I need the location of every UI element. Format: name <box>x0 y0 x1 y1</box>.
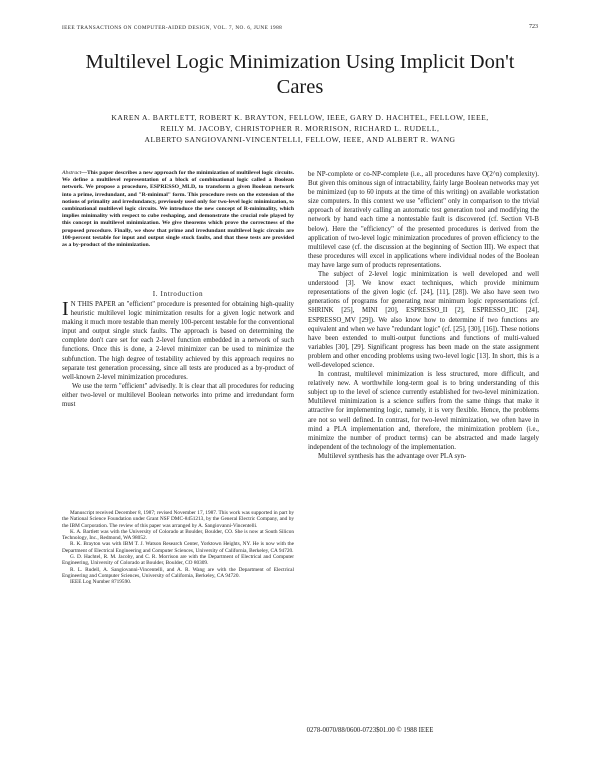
introduction <box>62 300 294 409</box>
footnotes <box>62 510 294 586</box>
page-number: 723 <box>529 24 538 30</box>
right-paragraph-1: be NP-complete or co-NP-complete (i.e., all procedures have O(2^n) complexity). But given this ominous sign of intractability, fairly large Boolean networks may yet be minimized (up to 60 inputs at the time of this writing) on available workstation size computers. In this context we use "efficient" only in comparison to the trivial approach of iteratively calling an automatic test generation tool and modifying the network by hand each time a nontestable fault is discovered (cf. Section VI-B below). Here the "efficiency" of the presented procedures is derived from the application of two-level logic minimization procedures of proven efficiency to the multilevel case (cf. the discussion at the beginning of Section III). We expect that these procedures will excel in applications where individual nodes of the Boolean may have large sum of products representations. <box>308 171 539 269</box>
author-line-2: REILY M. JACOBY, CHRISTOPHER R. MORRISON, RICHARD L. RUDELL, <box>160 124 440 133</box>
right-paragraph-2: The subject of 2-level logic minimization is well developed and well understood [3]. We know exact techniques, which provide minimum representations of the given logic (cf. [24], [11], [28]). We also have seen two generations of programs for generating near minimum logic representations (cf. SHRINK [25], MINI [20], ESPRESSO_II [2], ESPRESSO_IIC [24], ESPRESSO_MV [29]). We also know how to determine if two functions are equivalent and when we have "redundant logic" (cf. [25], [30], [16]). These notions have been extended to multi-output functions and functions of multi-valued variables [30], [29]. Significant progress has been made on the state assignment problem and other encoding problems using two-level logic [13]. In short, this is a well-developed science. <box>308 271 539 369</box>
footnote-manuscript: Manuscript received December 8, 1987; revised November 17, 1987. This work was supported in part by the National Science Foundation under Grant NSF DMC-8451213, by the General Electric Company, and by the IBM Corporation. The review of this paper was arranged by A. Sangiovanni-Vincentelli. <box>62 510 294 529</box>
abstract <box>62 170 294 249</box>
abstract-label: Abstract <box>62 170 82 176</box>
footnote-affiliation-3: G. D. Hachtel, R. M. Jacoby, and C. R. Morrison are with the Department of Electrical and Computer Engineering, University of Colorado at Boulder, Boulder, CO 80309. <box>62 554 294 567</box>
running-head: IEEE TRANSACTIONS ON COMPUTER-AIDED DESIGN, VOL. 7, NO. 6, JUNE 1988 <box>62 25 283 31</box>
drop-cap: I <box>62 298 69 320</box>
intro-paragraph-1: I N THIS PAPER an "efficient" procedure is presented for obtaining high-quality heuristic multilevel logic minimization results for a given logic network and making it much more testable than merely 100-percent testable for the conventional input and output single stuck faults. The approach is based on determining the complete don't care set for each 2-level function embedded in a network of such functions. Once this is done, a 2-level minimizer can be used to minimize the subfunction. The high degree of testability achieved by this approach requires no separate test generation processing, since all tests are produced as a by-product of well-known 2-level minimization procedures. <box>62 298 294 381</box>
footnote-log-number: IEEE Log Number 8719590. <box>70 579 132 586</box>
author-line-3: ALBERTO SANGIOVANNI-VINCENTELLI, FELLOW, IEEE, AND ALBERT R. WANG <box>144 135 456 144</box>
right-column <box>308 170 539 461</box>
author-list <box>70 112 530 145</box>
abstract-text: —This paper describes a new approach for the minimization of multilevel logic circuits. We define a multilevel representation of a block of combinational logic called a Boolean network. We propose a procedure, ESPRESSO_MLD, to transform a given Boolean network into a prime, irredundant, and "R-minimal" form. This procedure rests on the extension of the notions of primality and irredundancy, previously used only for two-level logic minimization, to combinational multilevel logic circuits. We introduce the new concept of R-minimality, which implies minimality with respect to cube reshaping, and demonstrate the crucial role played by this concept in multilevel minimization. We give theorems which prove the correctness of the proposed procedure. Finally, we show that prime and irredundant multilevel logic circuits are 100-percent testable for input and output single stuck faults, and that these tests are provided as a by-product of the minimization. <box>62 170 294 249</box>
author-line-1: KAREN A. BARTLETT, ROBERT K. BRAYTON, FELLOW, IEEE, GARY D. HACHTEL, FELLOW, IEEE, <box>111 113 489 122</box>
right-paragraph-3: In contrast, multilevel minimization is less structured, more difficult, and relatively new. A worthwhile long-term goal is to bring understanding of this subject up to the level of science currently established for two-level minimization. Multilevel minimization is a science suffers from the same things that make it attractive for implementing logic, namely, it is very flexible. Hence, the problems are not so well defined. In contrast, for two-level minimization, we often have in mind a PLA implementation and, therefore, the minimization problem (i.e., minimize the number of product terms) can be abstracted and made largely independent of the technology of the implementation. <box>308 371 539 451</box>
footnote-affiliation-1: K. A. Bartlett was with the University of Colorado at Boulder, Boulder, CO. She is now at South Silicon Technology, Inc., Redmond, WA 98052. <box>62 528 294 542</box>
intro-paragraph-2: We use the term "efficient" advisedly. It is clear that all procedures for reducing either two-level or multilevel Boolean networks into prime and irredundant form must <box>62 382 294 409</box>
paper-title: Multilevel Logic Minimization Using Implicit Don't Cares <box>85 51 515 98</box>
footnote-affiliation-2: R. K. Brayton was with IBM T. J. Watson Research Center, Yorktown Heights, NY. He is now with the Department of Electrical Engineering and Computer Sciences, University of California, Berkeley, CA 94720. <box>62 541 294 554</box>
copyright-line: 0278-0070/88/0600-0723$01.00 © 1988 IEEE <box>306 727 434 734</box>
footnote-affiliation-4: R. L. Rudell, A. Sangiovanni-Vincentelli, and A. R. Wang are with the Department of Electrical Engineering and Computer Sciences, University of California, Berkeley, CA 94720. <box>62 566 294 579</box>
section-heading: I. Introduction <box>152 290 204 298</box>
right-paragraph-4: Multilevel synthesis has the advantage over PLA syn- <box>318 452 467 460</box>
